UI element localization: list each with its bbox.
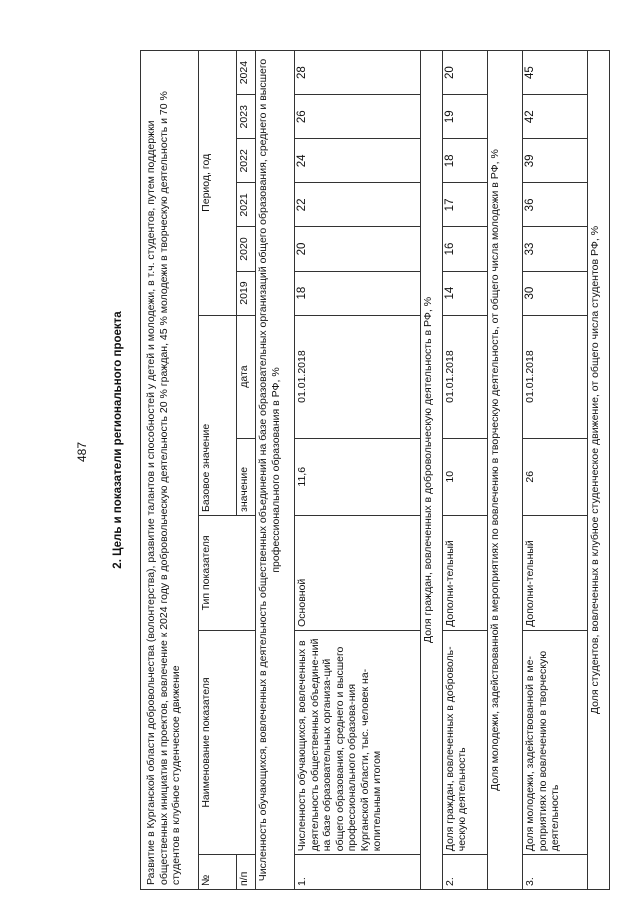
section-heading: Доля молодежи, задействованной в мероприятиях по вовлечению в творческую деятельность, от общего числа молодежи в РФ, % bbox=[488, 51, 523, 890]
indicator-type: Дополни-тельный bbox=[523, 515, 588, 630]
base-date: 01.01.2018 bbox=[295, 315, 421, 438]
section-title: 2. Цель и показатели регионального проекта bbox=[112, 311, 124, 569]
header-base-date: дата bbox=[236, 315, 256, 438]
indicators-table bbox=[140, 50, 610, 890]
header-name: Наименование показателя bbox=[198, 630, 256, 854]
section-heading: Доля студентов, вовлеченных в клубное студенческое движение, от общего числа студентов РФ, % bbox=[588, 51, 610, 890]
base-date: 01.01.2018 bbox=[442, 315, 488, 438]
indicator-type: Основной bbox=[295, 515, 421, 630]
header-num bbox=[198, 855, 236, 890]
header-year: 2024 bbox=[236, 51, 256, 95]
row-number: 3. bbox=[523, 855, 588, 890]
year-value: 16 bbox=[442, 227, 488, 271]
indicator-type: Дополни-тельный bbox=[442, 515, 488, 630]
header-year: 2019 bbox=[236, 271, 256, 315]
year-value: 39 bbox=[523, 139, 588, 183]
row-number: 1. bbox=[295, 855, 421, 890]
base-value: 26 bbox=[523, 438, 588, 515]
header-num-label: № bbox=[199, 874, 212, 886]
year-value: 42 bbox=[523, 95, 588, 139]
base-value: 11,6 bbox=[295, 438, 421, 515]
year-value: 33 bbox=[523, 227, 588, 271]
header-year: 2022 bbox=[236, 139, 256, 183]
header-year: 2023 bbox=[236, 95, 256, 139]
header-period: Период, год bbox=[198, 51, 236, 316]
header-type: Тип показателя bbox=[198, 515, 256, 630]
indicator-name: Доля молодежи, задействованной в ме-роприятиях по вовлечению в творческую деятельность bbox=[523, 630, 588, 854]
year-value: 20 bbox=[442, 51, 488, 95]
header-year: 2021 bbox=[236, 183, 256, 227]
section-heading: Доля граждан, вовлеченных в добровольческую деятельность в РФ, % bbox=[421, 51, 443, 890]
section-heading: Численность обучающихся, вовлеченных в деятельность общественных объединений на базе образовательных организаций общего образования, среднего и высшего профессионального образования в РФ, % bbox=[256, 51, 295, 890]
year-value: 36 bbox=[523, 183, 588, 227]
indicator-name: Доля граждан, вовлеченных в доброволь-ческую деятельность bbox=[442, 630, 488, 854]
year-value: 45 bbox=[523, 51, 588, 95]
year-value: 19 bbox=[442, 95, 488, 139]
indicator-name: Численность обучающихся, вовлеченных в деятельность общественных объедине-ний на базе образовательных организа-ций общего образования, среднего и высшего профессионального образова-ния Курганской области, тыс. человек на-копительным итогом bbox=[295, 630, 421, 854]
year-value: 18 bbox=[442, 139, 488, 183]
year-value: 28 bbox=[295, 51, 421, 95]
year-value: 14 bbox=[442, 271, 488, 315]
base-date: 01.01.2018 bbox=[523, 315, 588, 438]
header-base: Базовое значение bbox=[198, 315, 236, 515]
year-value: 22 bbox=[295, 183, 421, 227]
row-number: 2. bbox=[442, 855, 488, 890]
year-value: 18 bbox=[295, 271, 421, 315]
year-value: 30 bbox=[523, 271, 588, 315]
year-value: 20 bbox=[295, 227, 421, 271]
header-year: 2020 bbox=[236, 227, 256, 271]
header-base-value: значение bbox=[236, 438, 256, 515]
year-value: 17 bbox=[442, 183, 488, 227]
goal-text: Развитие в Курганской области добровольчества (волонтерства), развитие талантов и способностей у детей и молодежи, в т.ч. студентов, путем поддержки общественных инициатив и проектов, вовлечение к 2024 году в добровольческую деятельность 20 % граждан, 45 % молодежи в творческую деятельность и 70 % студентов в клубное студенческое движение bbox=[141, 51, 199, 890]
year-value: 26 bbox=[295, 95, 421, 139]
header-num-sub: п/п bbox=[236, 855, 256, 890]
rotated-table-wrapper bbox=[140, 50, 610, 890]
base-value: 10 bbox=[442, 438, 488, 515]
year-value: 24 bbox=[295, 139, 421, 183]
page-number: 487 bbox=[75, 441, 89, 462]
